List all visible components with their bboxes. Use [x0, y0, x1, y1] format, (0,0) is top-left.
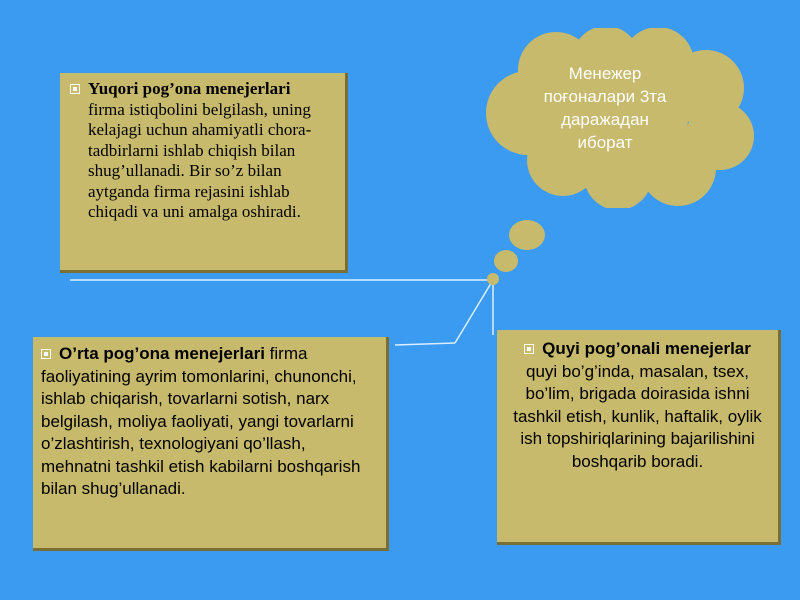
top-box-body: firma istiqbolini belgilash, uning kelajagi uchun ahamiyatli chora-tadbirlarni ishlab chiqish bilan shug’ullanadi. Bir so’z bilan aytganda firma rejasini ishlab chiqadi va uni amalga oshiradi. [88, 99, 312, 221]
connector-middle-horizontal [395, 343, 455, 345]
cloud-line: поғоналари 3та [543, 87, 667, 106]
middle-box-body: firma faoliyatining ayrim tomonlarini, chunonchi, ishlab chiqarish, tovarlarni sotish, narx belgilash, moliya faoliyati, yangi tovarlarni o’zlashtirish, texnologiyani qo’llash, mehnatni tashkil etish kabilarni boshqarish bilan shug’ullanadi. [41, 344, 361, 498]
middle-level-managers-box [33, 337, 389, 551]
square-bullet-icon [41, 349, 51, 359]
thought-bubble-large [509, 220, 545, 250]
middle-box-title: O’rta pog’ona menejerlari [59, 344, 270, 363]
cloud-line: Менежер [568, 64, 642, 83]
top-level-managers-box [60, 73, 348, 273]
top-box-title: Yuqori pog’ona menejerlari [88, 79, 291, 98]
square-bullet-icon [70, 84, 80, 94]
thought-bubble-medium [494, 250, 518, 272]
thought-bubble-small [487, 273, 499, 285]
cloud-line: даражадан [561, 110, 649, 129]
lower-level-managers-box [497, 330, 781, 545]
bottom-box-title: Quyi pog’onali menejerlar [542, 339, 751, 358]
connector-to-middle-box [455, 280, 493, 343]
cloud-caption [525, 62, 685, 154]
bottom-box-body: quyi bo’g’inda, masalan, tsex, bo’lim, brigada doirasida ishni tashkil etish, kunlik, haftalik, oylik ish topshiriqlarining bajarilishini boshqarib boradi. [513, 361, 762, 471]
square-bullet-icon [524, 344, 534, 354]
cloud-line: иборат [577, 133, 633, 152]
